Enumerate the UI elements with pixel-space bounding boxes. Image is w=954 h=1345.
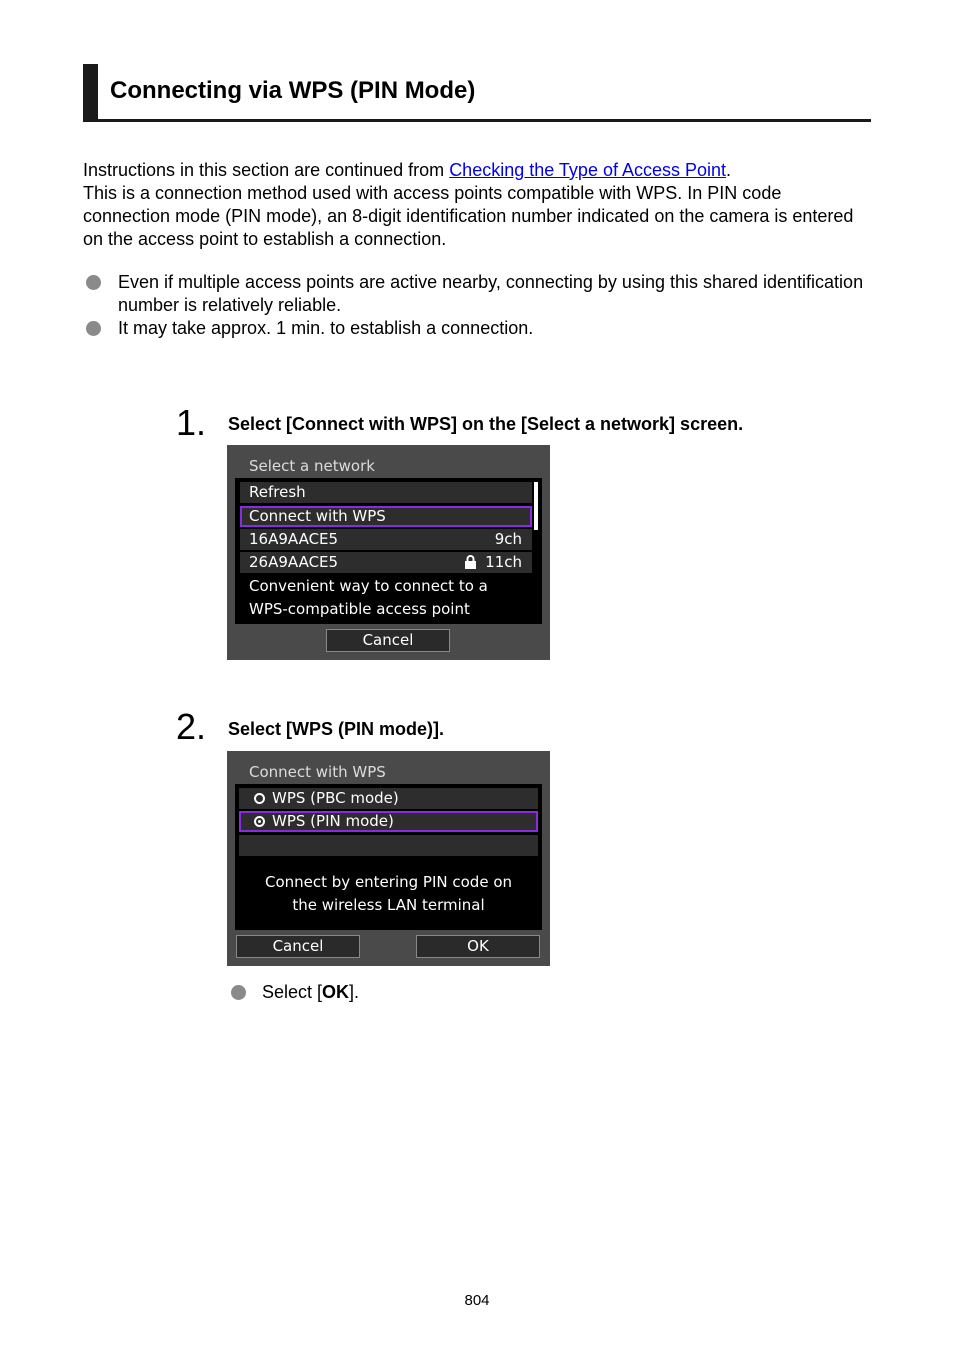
wps-options-panel [235, 784, 542, 930]
select-network-screenshot [227, 445, 550, 660]
option-pin-mode[interactable] [239, 811, 538, 832]
channel-info [464, 552, 522, 573]
option-label: WPS (PBC mode) [272, 789, 399, 807]
description-line: Convenient way to connect to a [249, 577, 488, 595]
bullet-icon [86, 321, 101, 336]
item-label: 16A9AACE5 [249, 530, 339, 548]
screen-title: Select a network [249, 457, 375, 475]
step-number-2: 2. [176, 706, 207, 747]
intro-text [83, 159, 873, 251]
channel-label: 11ch [485, 553, 522, 571]
option-description [235, 871, 542, 917]
cancel-button[interactable]: Cancel [326, 629, 450, 652]
note-bold: OK [322, 982, 350, 1002]
network-item-refresh[interactable] [240, 482, 532, 503]
note-prefix: Select [ [262, 982, 323, 1002]
option-label: WPS (PIN mode) [272, 812, 394, 830]
connect-wps-screenshot [227, 751, 550, 966]
item-label: Refresh [249, 483, 306, 501]
section-heading-bar [83, 64, 871, 122]
network-list-panel [235, 478, 542, 624]
lock-icon [464, 555, 477, 569]
channel-label: 9ch [494, 530, 522, 548]
step-number-1: 1. [176, 402, 207, 443]
network-item-ssid-2[interactable] [240, 552, 532, 573]
cancel-button[interactable]: Cancel [236, 935, 360, 958]
list-item-text: It may take approx. 1 min. to establish a connection. [118, 318, 534, 338]
option-description [249, 575, 488, 621]
intro-lead: Instructions in this section are continued from [83, 160, 450, 180]
step-note [230, 981, 359, 1004]
step-instruction-2: Select [WPS (PIN mode)]. [228, 719, 445, 739]
ok-button[interactable]: OK [416, 935, 540, 958]
note-suffix: ]. [349, 982, 360, 1002]
description-line: the wireless LAN terminal [292, 896, 485, 914]
network-item-connect-wps[interactable] [240, 506, 532, 527]
list-item [83, 317, 873, 340]
bullet-icon [231, 985, 246, 1000]
item-label: Connect with WPS [249, 507, 386, 525]
network-item-ssid-1[interactable] [240, 529, 532, 550]
notes-list [83, 271, 873, 340]
radio-on-icon [254, 816, 265, 827]
radio-off-icon [254, 793, 265, 804]
list-item-text: Even if multiple access points are active nearby, connecting by using this shared identification number is relatively reliable. [118, 272, 864, 315]
description-line: WPS-compatible access point [249, 600, 470, 618]
option-pbc-mode[interactable] [239, 788, 538, 809]
empty-row [239, 835, 538, 856]
screen-title: Connect with WPS [249, 763, 386, 781]
bullet-icon [86, 275, 101, 290]
description-line: Connect by entering PIN code on [264, 873, 513, 891]
access-point-type-link[interactable]: Checking the Type of Access Point [449, 160, 727, 180]
intro-body: This is a connection method used with access points compatible with WPS. In PIN code connection mode (PIN mode), an 8-digit identification number indicated on the camera is entered on the access point to establish a connection. [83, 183, 854, 249]
scrollbar[interactable] [534, 482, 538, 530]
step-instruction-1: Select [Connect with WPS] on the [Select a network] screen. [228, 414, 744, 434]
page-title: Connecting via WPS (PIN Mode) [110, 77, 476, 104]
heading-marker [83, 64, 98, 119]
page-number: 804 [464, 1292, 490, 1309]
intro-lead-end: . [726, 160, 732, 180]
item-label: 26A9AACE5 [249, 553, 339, 571]
list-item [83, 271, 873, 317]
